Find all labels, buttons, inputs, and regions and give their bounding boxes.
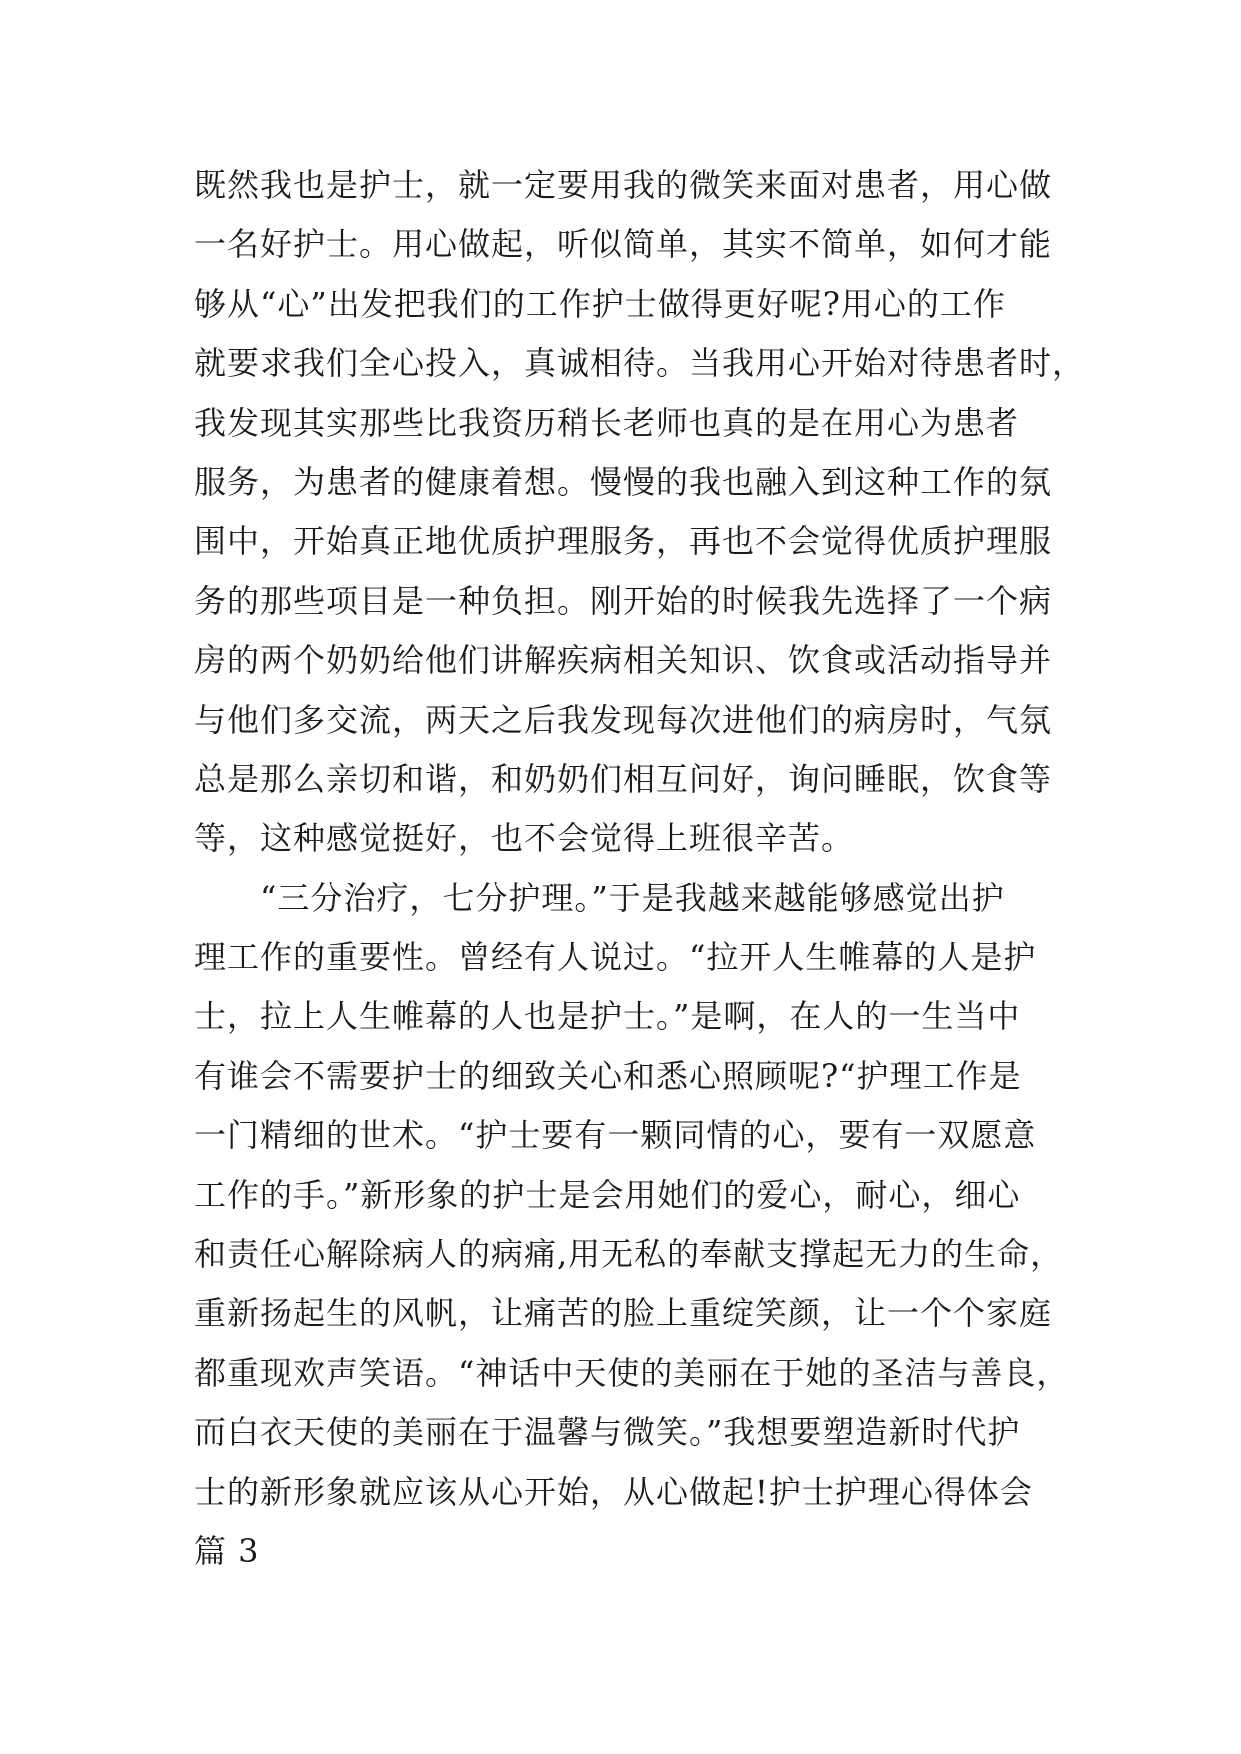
text-line: 一名好护士。用心做起，听似简单，其实不简单，如何才能 [194, 225, 1053, 264]
text-line: 重新扬起生的风帆，让痛苦的脸上重绽笑颜，让一个个家庭 [194, 1294, 1053, 1333]
text-line: 务的那些项目是一种负担。刚开始的时候我先选择了一个病 [194, 581, 1053, 620]
text-line: 有谁会不需要护士的细致关心和悉心照顾呢?“护理工作是 [194, 1056, 1022, 1095]
text-line: “三分治疗，七分护理。”于是我越来越能够感觉出护 [194, 878, 1005, 917]
text-line: 总是那么亲切和谐，和奶奶们相互问好，询问睡眠，饮食等 [194, 759, 1053, 798]
text-line: 房的两个奶奶给他们讲解疾病相关知识、饮食或活动指导并 [194, 641, 1053, 680]
text-line: 士，拉上人生帷幕的人也是护士。”是啊，在人的一生当中 [194, 997, 1021, 1036]
text-line: 与他们多交流，两天之后我发现每次进他们的病房时，气氛 [194, 700, 1053, 739]
text-line: 工作的手。”新形象的护士是会用她们的爱心，耐心，细心 [194, 1175, 1021, 1214]
text-line: 而白衣天使的美丽在于温馨与微笑。”我想要塑造新时代护 [194, 1413, 1021, 1452]
text-line: 围中，开始真正地优质护理服务，再也不会觉得优质护理服 [194, 522, 1053, 561]
text-line: 我发现其实那些比我资历稍长老师也真的是在用心为患者 [194, 403, 1020, 442]
text-line: 和责任心解除病人的病痛,用无私的奉献支撑起无力的生命， [194, 1235, 1064, 1274]
text-line: 服务，为患者的健康着想。慢慢的我也融入到这种工作的氛 [194, 462, 1053, 501]
body-text [194, 156, 1094, 1581]
text-line: 够从“心”出发把我们的工作护士做得更好呢?用心的工作 [194, 284, 1006, 323]
text-line: 士的新形象就应该从心开始，从心做起!护士护理心得体会 [194, 1472, 1033, 1511]
text-line: 一门精细的世术。“护士要有一颗同情的心，要有一双愿意 [194, 1116, 1037, 1155]
text-line: 篇 3 [194, 1531, 260, 1570]
text-line: 等，这种感觉挺好，也不会觉得上班很辛苦。 [194, 819, 855, 858]
text-line: 理工作的重要性。曾经有人说过。“拉开人生帷幕的人是护 [194, 938, 1037, 977]
text-line: 都重现欢声笑语。“神话中天使的美丽在于她的圣洁与善良， [194, 1353, 1070, 1392]
text-line: 既然我也是护士，就一定要用我的微笑来面对患者，用心做 [194, 166, 1053, 204]
text-line: 就要求我们全心投入，真诚相待。当我用心开始对待患者时， [194, 344, 1086, 383]
